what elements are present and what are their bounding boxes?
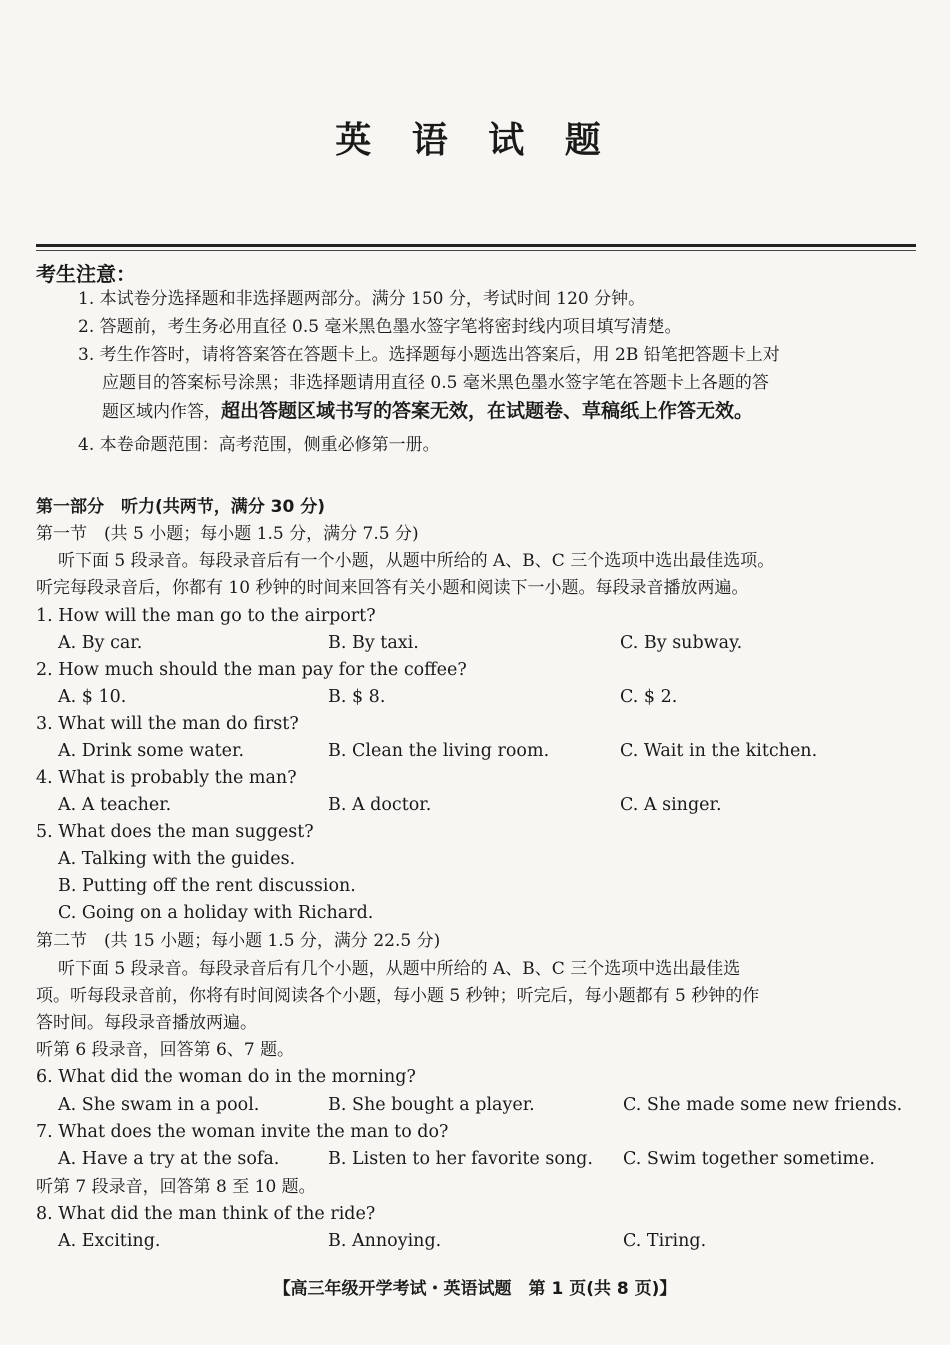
notice-item-3-plain: 题区域内作答， (102, 402, 221, 422)
listen-6-instruction: 听第 6 段录音，回答第 6、7 题。 (36, 1040, 295, 1060)
notice-item-3-line-3 (102, 397, 922, 426)
question-8-option-b: B. Annoying. (328, 1231, 442, 1251)
question-6-option-a: A. She swam in a pool. (58, 1095, 260, 1115)
question-4-option-a: A. A teacher. (58, 795, 172, 815)
question-7-option-b: B. Listen to her favorite song. (328, 1149, 593, 1169)
question-6-stem: 6. What did the woman do in the morning? (36, 1067, 416, 1087)
section1-instruction-1: 听下面 5 段录音。每段录音后有一个小题，从题中所给的 A、B、C 三个选项中选出最佳选项。 (58, 551, 775, 571)
question-7-option-c: C. Swim together sometime. (623, 1149, 875, 1169)
section2-instruction-3: 答时间。每段录音播放两遍。 (36, 1013, 257, 1033)
section1-instruction-2: 听完每段录音后，你都有 10 秒钟的时间来回答有关小题和阅读下一小题。每段录音播放两遍。 (36, 578, 749, 598)
question-3-option-c: C. Wait in the kitchen. (620, 741, 818, 761)
notice-item-3: 3. 考生作答时，请将答案答在答题卡上。选择题每小题选出答案后，用 2B 铅笔把答题卡上对 (78, 345, 780, 365)
question-2-option-b: B. $ 8. (328, 687, 386, 707)
question-1-option-a: A. By car. (58, 633, 143, 653)
notice-item-2: 2. 答题前，考生务必用直径 0.5 毫米黑色墨水签字笔将密封线内项目填写清楚。 (78, 317, 682, 337)
question-7-stem: 7. What does the woman invite the man to do? (36, 1122, 449, 1142)
notice-heading: 考生注意： (36, 262, 136, 286)
listen-7-instruction: 听第 7 段录音，回答第 8 至 10 题。 (36, 1177, 316, 1197)
page-footer: 【高三年级开学考试・英语试题 第 1 页(共 8 页)】 (273, 1279, 677, 1299)
notice-item-3-line-2: 应题目的答案标号涂黑；非选择题请用直径 0.5 毫米黑色墨水签字笔在答题卡上各题的答 (102, 373, 769, 393)
question-3-option-b: B. Clean the living room. (328, 741, 550, 761)
section2-instruction-2: 项。听每段录音前，你将有时间阅读各个小题，每小题 5 秒钟；听完后，每小题都有 5 秒钟的作 (36, 986, 760, 1006)
question-1-option-b: B. By taxi. (328, 633, 419, 653)
question-4-option-c: C. A singer. (620, 795, 722, 815)
question-1-option-c: C. By subway. (620, 633, 743, 653)
header-divider-thin (36, 250, 916, 251)
question-5-option-a: A. Talking with the guides. (58, 849, 296, 869)
question-3-stem: 3. What will the man do first? (36, 714, 299, 734)
question-1-stem: 1. How will the man go to the airport? (36, 606, 376, 626)
question-5-option-b: B. Putting off the rent discussion. (58, 876, 356, 896)
question-6-option-c: C. She made some new friends. (623, 1095, 903, 1115)
question-2-option-c: C. $ 2. (620, 687, 678, 707)
question-4-option-b: B. A doctor. (328, 795, 432, 815)
question-8-option-c: C. Tiring. (623, 1231, 707, 1251)
question-7-option-a: A. Have a try at the sofa. (58, 1149, 280, 1169)
section2-instruction-1: 听下面 5 段录音。每段录音后有几个小题，从题中所给的 A、B、C 三个选项中选出最佳选 (58, 959, 741, 979)
notice-item-4: 4. 本卷命题范围：高考范围，侧重必修第一册。 (78, 435, 440, 455)
question-5-stem: 5. What does the man suggest? (36, 822, 314, 842)
header-divider-thick (36, 244, 916, 247)
part1-heading: 第一部分 听力(共两节，满分 30 分) (36, 497, 326, 517)
section1-heading: 第一节 (共 5 小题；每小题 1.5 分，满分 7.5 分) (36, 524, 419, 544)
question-8-stem: 8. What did the man think of the ride? (36, 1204, 376, 1224)
page-title: 英 语 试 题 (335, 120, 615, 161)
question-5-option-c: C. Going on a holiday with Richard. (58, 903, 374, 923)
notice-item-3-emphasis: 超出答题区域书写的答案无效，在试题卷、草稿纸上作答无效。 (221, 400, 754, 422)
question-6-option-b: B. She bought a player. (328, 1095, 535, 1115)
question-2-option-a: A. $ 10. (58, 687, 127, 707)
section2-heading: 第二节 (共 15 小题；每小题 1.5 分，满分 22.5 分) (36, 931, 441, 951)
question-4-stem: 4. What is probably the man? (36, 768, 297, 788)
question-2-stem: 2. How much should the man pay for the coffee? (36, 660, 467, 680)
question-8-option-a: A. Exciting. (58, 1231, 161, 1251)
notice-item-1: 1. 本试卷分选择题和非选择题两部分。满分 150 分，考试时间 120 分钟。 (78, 289, 646, 309)
question-3-option-a: A. Drink some water. (58, 741, 245, 761)
